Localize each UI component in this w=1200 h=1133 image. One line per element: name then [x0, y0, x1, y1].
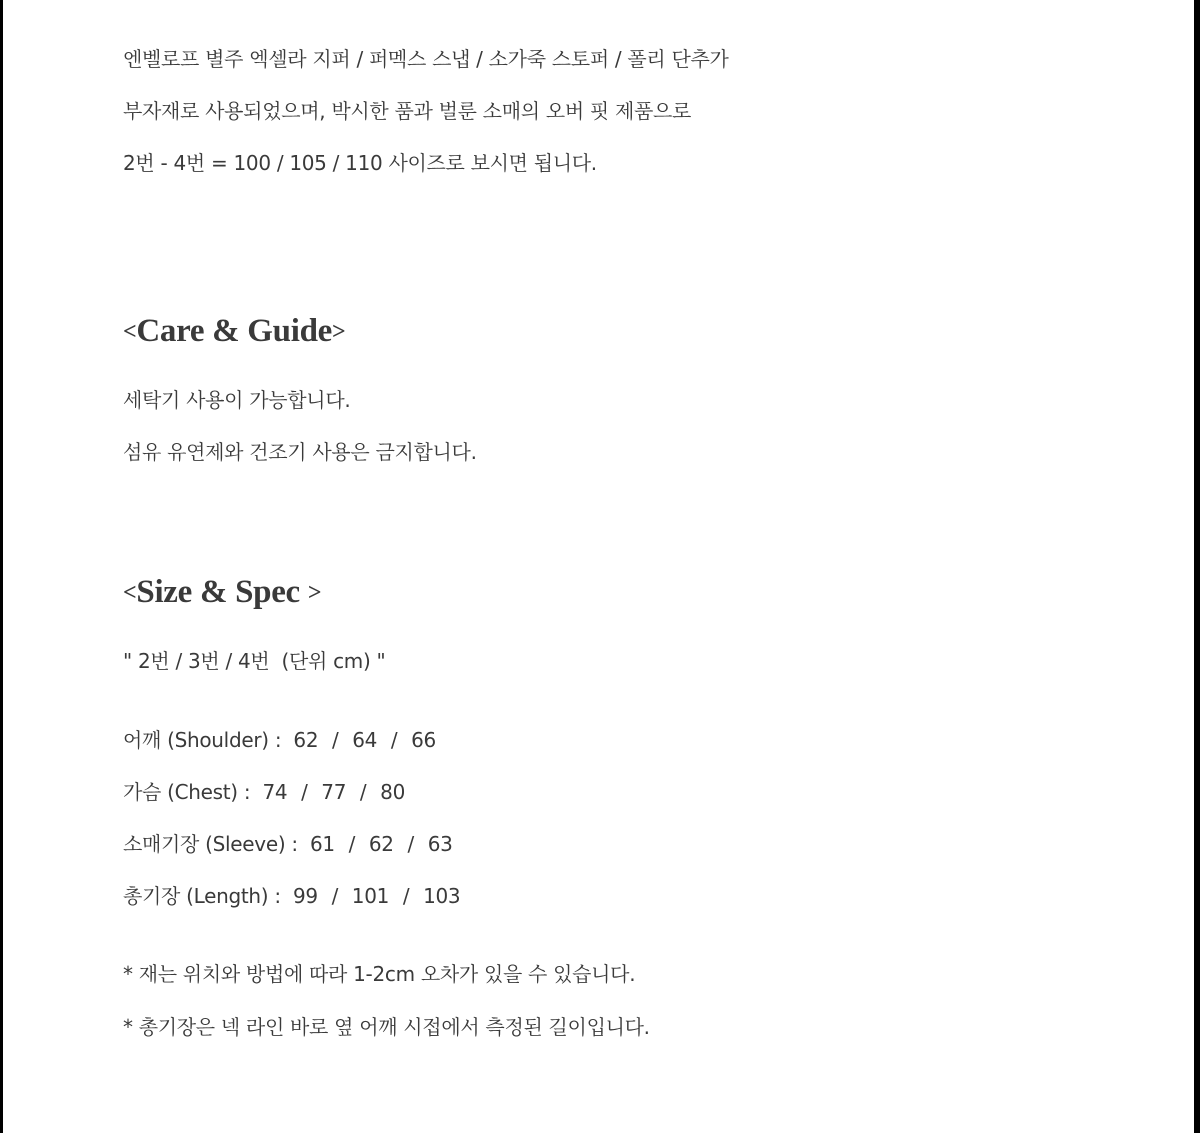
spec-value: 103: [423, 884, 461, 908]
spec-value: 66: [411, 728, 436, 752]
note-text: 총기장은 넥 라인 바로 옆 어깨 시접에서 측정된 길이입니다.: [138, 1015, 650, 1039]
size-spec-heading: [123, 573, 321, 614]
spec-separator: /: [407, 832, 414, 856]
note-2: [123, 1015, 650, 1039]
spec-value: 62: [368, 832, 394, 856]
spec-value: 63: [427, 832, 453, 856]
heading-bracket-open: <: [123, 319, 137, 345]
spec-value: 80: [380, 780, 406, 804]
spec-value: 101: [351, 884, 390, 908]
care-line-2: 섬유 유연제와 건조기 사용은 금지합니다.: [123, 440, 477, 464]
spec-label: 소매기장 (Sleeve) :: [123, 832, 298, 856]
note-text: 재는 위치와 방법에 따라 1-2cm 오차가 있을 수 있습니다.: [138, 962, 636, 986]
spec-value: 99: [292, 884, 318, 908]
product-description-sheet: [3, 0, 1194, 1133]
spec-separator: /: [301, 780, 308, 804]
intro-line-2: 부자재로 사용되었으며, 박시한 품과 벌룬 소매의 오버 핏 제품으로: [123, 99, 692, 123]
spec-separator: /: [359, 780, 367, 804]
spec-label: 가슴 (Chest) :: [123, 780, 251, 804]
spec-value: 64: [352, 728, 378, 752]
spec-row-shoulder: [123, 728, 436, 752]
spec-row-length: [123, 884, 460, 908]
heading-bracket-close: >: [332, 319, 346, 345]
intro-line-1: 엔벨로프 별주 엑셀라 지퍼 / 퍼멕스 스냅 / 소가죽 스토퍼 / 폴리 단추가: [123, 47, 729, 71]
size-spec-title: Size & Spec: [136, 574, 308, 610]
spec-row-chest: [123, 780, 405, 804]
note-asterisk: *: [123, 962, 133, 986]
heading-bracket-close: >: [307, 580, 322, 606]
spec-label: 총기장 (Length) :: [123, 884, 281, 908]
spec-label: 어깨 (Shoulder) :: [123, 728, 282, 752]
note-asterisk: *: [123, 1015, 133, 1039]
care-guide-title: Care & Guide: [136, 313, 332, 349]
spec-value: 77: [321, 780, 347, 804]
spec-value: 62: [293, 728, 319, 752]
spec-separator: /: [331, 884, 339, 908]
spec-separator: /: [402, 884, 410, 908]
care-guide-heading: [123, 312, 345, 353]
heading-bracket-open: <: [123, 580, 137, 606]
intro-line-3: 2번 - 4번 = 100 / 105 / 110 사이즈로 보시면 됩니다.: [123, 151, 597, 175]
spec-separator: /: [348, 832, 356, 856]
spec-value: 74: [262, 780, 288, 804]
spec-separator: /: [332, 728, 339, 752]
spec-separator: /: [390, 728, 398, 752]
care-line-1: 세탁기 사용이 가능합니다.: [123, 388, 351, 412]
spec-row-sleeve: [123, 832, 453, 856]
spec-value: 61: [309, 832, 335, 856]
size-unit-line: " 2번 / 3번 / 4번 (단위 cm) ": [123, 649, 386, 673]
note-1: [123, 962, 635, 986]
